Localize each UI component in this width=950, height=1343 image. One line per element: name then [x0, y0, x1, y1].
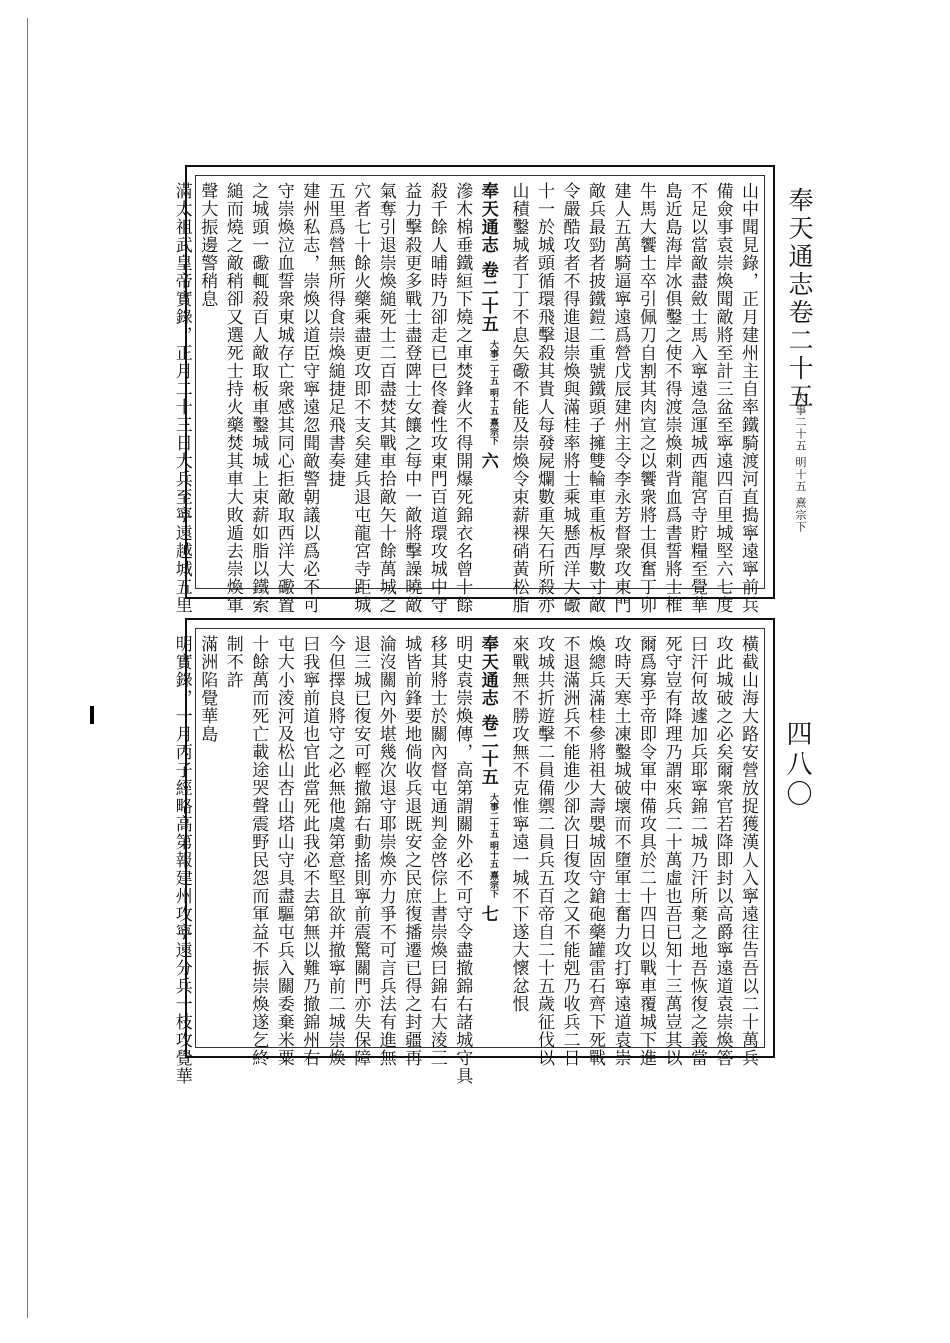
- text-column: 曰汗何故遽加兵耶寧錦二城乃汗所棄之地吾恢復之義當: [687, 635, 707, 1067]
- text-column: 守崇煥泣血誓衆東城存亡衆感其同心拒敵取西洋大礮置: [273, 182, 294, 614]
- text-column: 不足以當敵盡斂士馬入寧遠急運城西龍宮寺貯糧至覺華: [687, 182, 707, 614]
- fold-line: [474, 182, 505, 582]
- page-number: 四八〇: [782, 720, 812, 810]
- text-column: 攻此城破之必矣爾衆官若降即封以高爵寧遠道袁崇煥答: [712, 635, 733, 1067]
- margin-mark: [90, 706, 94, 724]
- text-column: 益力擊殺更多戰士盡登陴士女饟之每中一敵將擊譟曉敵: [401, 182, 422, 614]
- fold-section: 大事二十五 明十五 熹宗下: [488, 792, 498, 899]
- text-column: 建人五萬騎逼寧遠爲營戊辰建州主令李永芳督衆攻東門: [610, 182, 631, 614]
- text-column: 退三城已復安可輕撤錦右動搖則寧前震驚關門亦失保障: [350, 635, 371, 1067]
- text-column: 氣奪引退崇煥縋死士二百盡焚其戰車拾敵矢十餘萬城之: [375, 182, 396, 614]
- text-panel-top-body: [171, 175, 765, 614]
- text-column: 煥總兵滿桂參將祖大壽嬰城固守鎗砲藥罐雷石齊下死戰: [585, 635, 605, 1067]
- text-column: 敵兵最勁者披鐵鎧二重號鐵頭子擁雙輪車重板厚數寸敵: [585, 182, 605, 614]
- text-column: 屯大小淩河及松山杏山塔山守具盡驅屯兵入關委棄米粟: [273, 635, 294, 1067]
- text-column: 移其將士於關內督屯通判金啓倧上書崇煥曰錦右大淩三: [426, 635, 447, 1067]
- fold-leaf-number: 六: [477, 452, 498, 471]
- fold-title: 奉天通志: [477, 635, 498, 707]
- running-header-section: 大事二十五 明十五 熹宗下: [794, 392, 807, 533]
- text-column: 死守豈有降理乃謂來兵二十萬虛也吾已知十三萬豈其以: [661, 635, 682, 1067]
- text-column: 橫截山海大路安營放捉獲漢人入寧遠往告吾以二十萬兵: [738, 635, 758, 1067]
- text-column: 殺千餘人晡時乃卻走已巳佟養性攻東門百道環攻城中守: [426, 182, 447, 614]
- text-column: 滿洲陷覺華島: [197, 635, 218, 743]
- text-column: 滲木棉垂鐵絙下燒之車焚鋒火不得開爆死錦衣名曾十餘: [452, 182, 473, 614]
- text-column: 制不許: [222, 635, 243, 689]
- text-column: 滿太祖武皇帝實錄，正月二十三日大兵至寧遠越城五里: [171, 182, 192, 614]
- header-title-text: 奉天通志: [785, 187, 814, 299]
- text-column: 五里爲營無所得食崇煥縋捷足飛書奏捷: [324, 182, 345, 488]
- fold-section: 大事二十五 明十五 熹宗下: [488, 339, 498, 446]
- text-column: 來戰無不勝攻無不克惟寧遠一城不下遂大懷忿恨: [508, 635, 529, 1013]
- text-column: 島近島海岸冰俱鑿之使不得渡崇煥刺背血爲書誓將士椎: [661, 182, 682, 614]
- text-column: 聲大振邊警稍息: [197, 182, 218, 308]
- text-panel-bottom: [171, 618, 775, 1085]
- text-column: 建州私志，崇煥以道臣守寧遠忽聞敵警朝議以爲必不可: [299, 182, 320, 614]
- text-column: 令嚴酷攻者不得進退崇煥與滿桂率將士乘城懸西洋大礮: [559, 182, 580, 614]
- fold-leaf-number: 七: [477, 905, 498, 924]
- text-column: 山積鑿城者丁丁不息矢礮不能及崇煥令束薪裸硝黃松脂: [508, 182, 529, 614]
- fold-volume: 卷二十五: [477, 713, 498, 786]
- text-column: 山中聞見錄，正月建州主自率鐵騎渡河直搗寧遠寧前兵: [738, 182, 758, 614]
- text-column: 穴者七十餘火藥乘盡更攻即不支矣建兵退屯龍宮寺距城: [350, 182, 371, 614]
- fold-title: 奉天通志: [477, 182, 498, 254]
- text-column: 爾爲寡乎帝即令軍中備攻具於二十四日以戰車覆城下進: [636, 635, 656, 1067]
- text-column: 之城頭一礮輒殺百人敵取板車鑿城城上束薪如脂以鐵索: [248, 182, 269, 614]
- text-column: 縋而燒之敵稍卻又選死士持火藥焚其車大敗遁去崇煥軍: [222, 182, 243, 614]
- text-column: 攻城共折遊擊二員備禦二員兵五百帝自二十五歲征伐以: [534, 635, 554, 1067]
- text-column: 不退滿洲兵不能進少卻次日復攻之又不能剋乃收兵二日: [559, 635, 580, 1067]
- header-volume-text: 卷二十五: [785, 299, 814, 411]
- text-column: 明實錄，一月丙子經略高第報建州攻寧遠分兵一枝攻覺華: [171, 635, 192, 1085]
- scan-edge-line: [27, 18, 28, 1318]
- text-panel-bottom-body: [171, 628, 765, 1085]
- text-column: 城皆前鋒要地倘收兵退既安之民庶復播遷已得之封疆再: [401, 635, 422, 1067]
- running-header-title: [787, 187, 812, 411]
- text-column: 十餘萬而死亡載途哭聲震野民怨而軍益不振崇煥遂乞終: [248, 635, 269, 1067]
- text-column: 今但擇良將守之必無他虞第意堅且欲并撤寧前二城崇煥: [324, 635, 345, 1067]
- text-panel-top: [171, 165, 775, 614]
- text-column: 曰我寧前道也官此當死此我必不去第無以難乃撤錦州右: [299, 635, 320, 1067]
- text-column: 備僉事袁崇煥聞敵將至計三盆至寧遠四百里城堅六七度: [712, 182, 733, 614]
- fold-line: [474, 635, 505, 1041]
- text-column: 攻時天寒土凍鑿城破壞而不墮軍士奮力攻打寧遠道袁崇: [610, 635, 631, 1067]
- text-column: 牛馬大饗士卒引佩刀自割其肉宣之以饗衆將士俱奮丁卯: [636, 182, 656, 614]
- text-column: 十一於城頭循環飛擊殺其貴人每發屍爛數重矢石所殺亦: [534, 182, 554, 614]
- fold-volume: 卷二十五: [477, 260, 498, 333]
- text-column: 明史袁崇煥傳，高第謂關外必不可守令盡撤錦右諸城守具: [452, 635, 473, 1085]
- text-column: 淪沒關內外堪幾次退守耶崇煥亦力爭不可言兵法有進無: [375, 635, 396, 1067]
